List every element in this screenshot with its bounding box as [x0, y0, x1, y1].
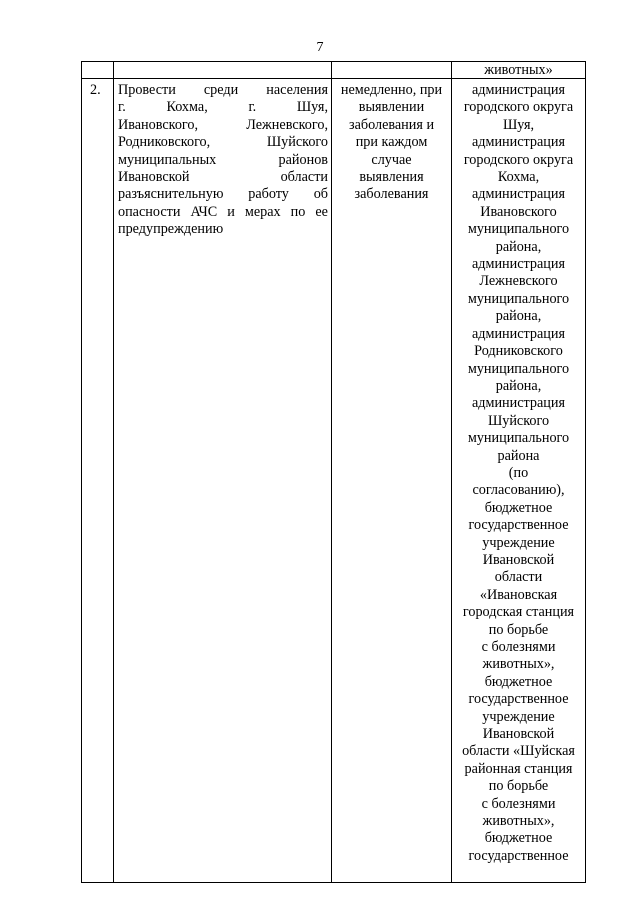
measures-table	[81, 61, 586, 883]
term-line: случае	[371, 151, 412, 168]
responsible-line: администрация	[471, 82, 566, 98]
responsible-line: района,	[495, 308, 542, 325]
table-cell	[82, 62, 114, 79]
term-line: при каждом	[355, 134, 428, 151]
row-number: 2.	[82, 79, 114, 883]
responsible-line: животных»,	[482, 656, 555, 673]
responsible-line: по борьбе	[488, 621, 549, 638]
description-line	[118, 204, 328, 221]
responsible-line: учреждение	[482, 708, 555, 725]
responsible-line: муниципального	[467, 290, 570, 307]
table-cell	[114, 62, 332, 79]
responsible-line: администрация	[471, 186, 566, 203]
responsible-line: муниципального	[467, 430, 570, 447]
description-word: г.	[118, 99, 126, 116]
responsible-line: по борьбе	[488, 778, 549, 795]
responsible-line: государственное	[468, 847, 569, 864]
measure-responsible	[452, 79, 586, 883]
responsible-line: городского округа	[463, 151, 574, 168]
term-line: заболевания и	[348, 116, 435, 133]
description-line	[118, 221, 328, 238]
table-cell-continuation	[452, 62, 586, 79]
term-line: заболевания	[354, 186, 429, 203]
description-word: населения	[266, 82, 328, 98]
responsible-line: Кохма,	[497, 169, 540, 186]
table-cell	[332, 62, 452, 79]
description-word: мерах	[244, 203, 281, 220]
description-word: Ивановского,	[118, 116, 199, 133]
measure-description	[114, 79, 332, 883]
table-row	[82, 79, 586, 883]
responsible-line: с болезнями	[481, 639, 556, 655]
responsible-line: бюджетное	[484, 499, 553, 516]
responsible-line: администрация	[471, 395, 566, 412]
description-word: районов	[278, 151, 328, 168]
responsible-line: с болезнями	[481, 795, 556, 812]
term-line: немедленно, при	[340, 82, 443, 98]
term-line: выявлении	[358, 99, 425, 116]
responsible-line: животных»,	[482, 813, 555, 830]
description-word: АЧС	[190, 203, 218, 220]
description-word: разъяснительную	[118, 186, 224, 203]
description-word: среди	[203, 82, 239, 98]
responsible-line: городского округа	[463, 99, 574, 116]
responsible-line: бюджетное	[484, 673, 553, 690]
description-line	[118, 169, 328, 186]
responsible-line: «Ивановская	[479, 586, 558, 603]
responsible-line: согласованию),	[472, 482, 565, 499]
description-line	[118, 99, 328, 116]
responsible-line: городская станция	[462, 604, 575, 621]
description-word: об	[313, 186, 328, 203]
page-number: 7	[316, 40, 324, 55]
description-word: области	[280, 169, 328, 186]
description-word: Шуя,	[296, 99, 328, 116]
description-word: и	[227, 203, 235, 220]
description-line	[118, 82, 328, 99]
description-word: г.	[248, 99, 257, 116]
description-word: Лежневского,	[246, 116, 328, 133]
description-word: ее	[315, 203, 328, 220]
description-word: Шуйского	[266, 134, 328, 151]
responsible-line: области «Шуйская	[462, 743, 575, 760]
responsible-line: Родниковского	[474, 343, 563, 360]
description-word: предупреждению	[118, 221, 224, 238]
responsible-line: Ивановской	[482, 726, 555, 743]
responsible-line: района,	[495, 377, 542, 394]
description-word: опасности	[118, 203, 181, 220]
description-line	[118, 152, 328, 169]
term-line: выявления	[359, 169, 424, 186]
table-row-continuation	[82, 62, 586, 79]
responsible-line: администрация	[471, 134, 566, 151]
description-line	[118, 117, 328, 134]
responsible-line: области	[494, 569, 543, 586]
description-word: Провести	[118, 82, 176, 98]
responsible-line: бюджетное	[484, 830, 553, 847]
responsible-line: Шуйского	[487, 412, 550, 429]
description-word: работу	[248, 186, 289, 203]
description-word: по	[290, 203, 306, 220]
responsible-line: Ивановского	[480, 203, 557, 220]
continuation-text: животных»	[484, 62, 553, 78]
responsible-line: государственное	[468, 691, 569, 708]
measure-term	[332, 79, 452, 883]
description-line	[118, 134, 328, 151]
description-word: Родниковского,	[118, 134, 211, 151]
responsible-line: района	[497, 447, 540, 464]
responsible-line: учреждение	[482, 534, 555, 551]
responsible-line: районная станция	[464, 760, 573, 777]
responsible-line: Шуя,	[502, 116, 535, 133]
description-word: муниципальных	[118, 151, 217, 168]
responsible-line: Лежневского	[479, 273, 558, 290]
responsible-line: администрация	[471, 325, 566, 342]
description-word: Ивановской	[118, 169, 190, 186]
responsible-line: администрация	[471, 256, 566, 273]
responsible-line: района,	[495, 238, 542, 255]
responsible-line: государственное	[468, 517, 569, 534]
description-word: Кохма,	[166, 99, 208, 116]
responsible-line: (по	[508, 464, 529, 481]
responsible-line: Ивановской	[482, 551, 555, 568]
responsible-line: муниципального	[467, 221, 570, 238]
responsible-line: муниципального	[467, 360, 570, 377]
description-line	[118, 186, 328, 203]
